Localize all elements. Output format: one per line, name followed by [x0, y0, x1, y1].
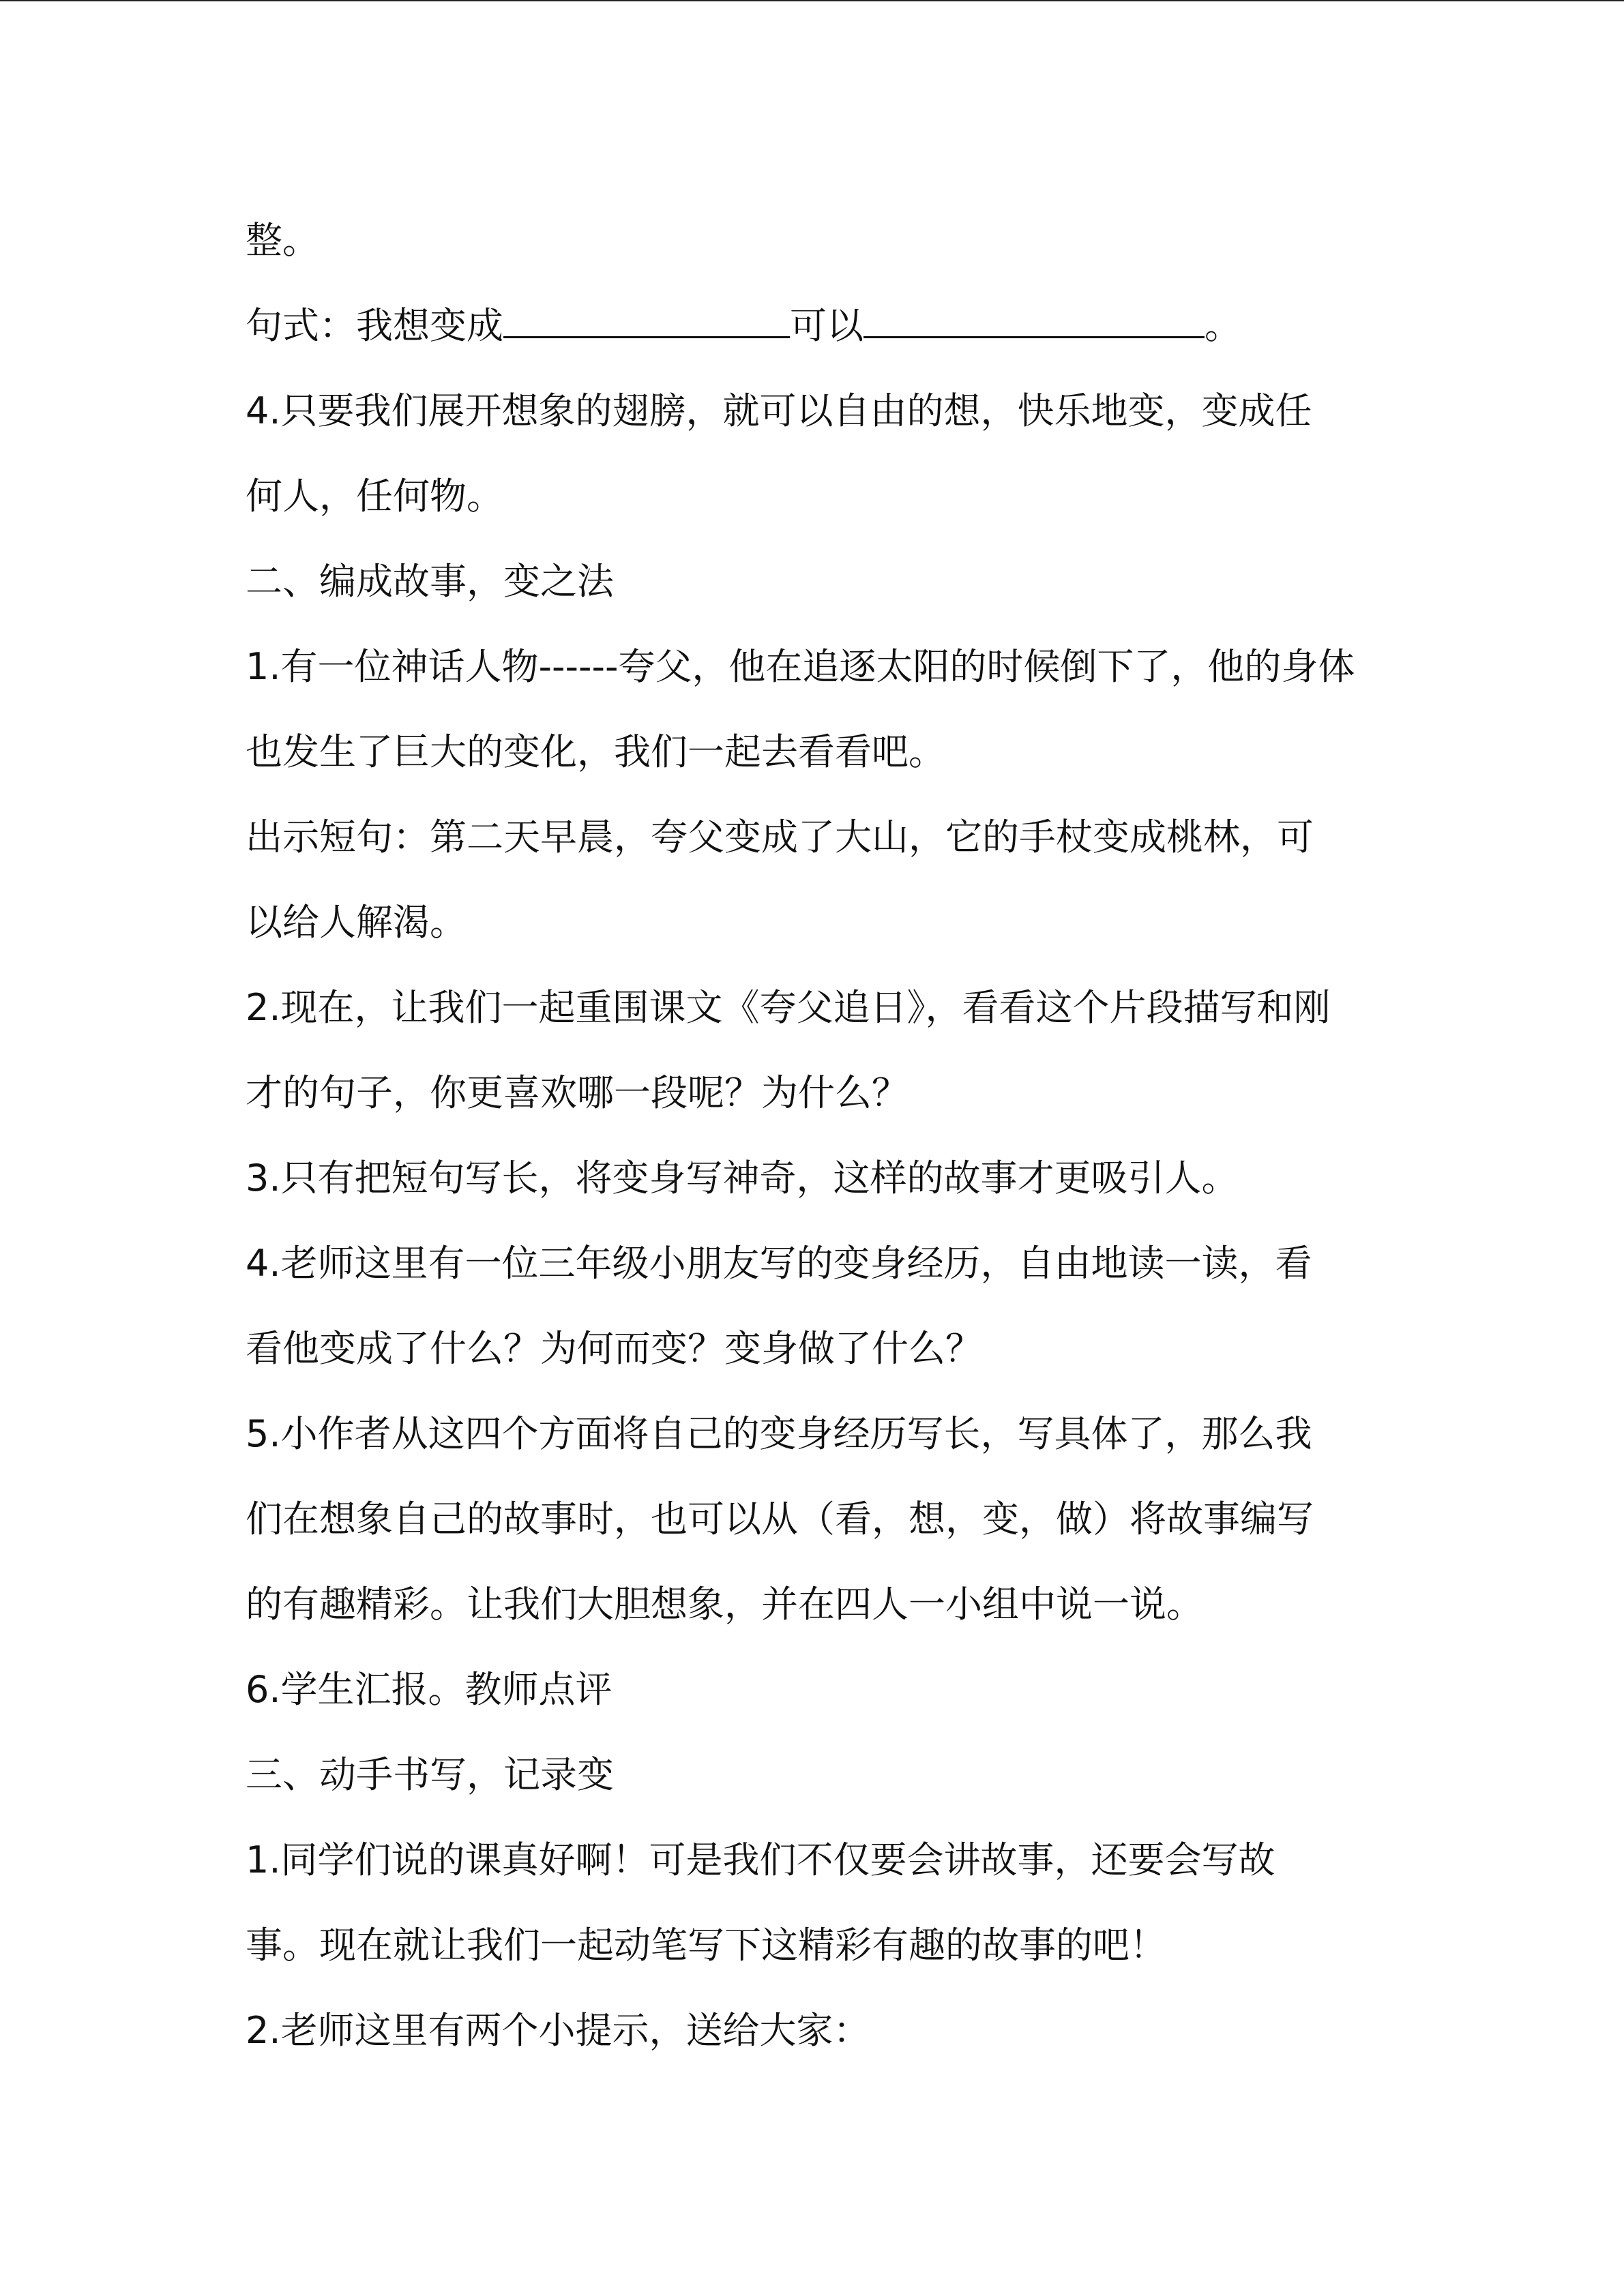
sentence-pattern-prefix: 句式：我想变成: [246, 304, 503, 347]
sentence-pattern-middle: 可以: [790, 304, 863, 347]
text-line: 们在想象自己的故事时，也可以从（看，想，变，做）将故事编写: [246, 1497, 1314, 1540]
text-line: 6.学生汇报。教师点评: [246, 1668, 612, 1711]
text-line: 1.同学们说的课真好啊！可是我们不仅要会讲故事，还要会写故: [246, 1838, 1275, 1881]
text-line: 以给人解渴。: [246, 901, 467, 944]
text-line: 整。: [246, 219, 319, 262]
sentence-pattern-suffix: 。: [1205, 304, 1241, 347]
text-line: 3.只有把短句写长，将变身写神奇，这样的故事才更吸引人。: [246, 1157, 1239, 1199]
text-line: 看他变成了什么？为何而变？变身做了什么？: [246, 1327, 982, 1370]
text-line: 5.小作者从这四个方面将自己的变身经历写长，写具体了，那么我: [246, 1412, 1312, 1455]
section-heading: 二、编成故事，变之法: [246, 560, 614, 603]
text-line: 出示短句：第二天早晨，夸父变成了大山，它的手杖变成桃林，可: [246, 816, 1314, 859]
fill-in-blank-1: [503, 305, 790, 338]
text-line: 才的句子，你更喜欢哪一段呢？为什么？: [246, 1071, 909, 1114]
text-line: 何人，任何物。: [246, 475, 503, 518]
section-heading: 三、动手书写，记录变: [246, 1753, 614, 1796]
text-line: 事。现在就让我们一起动笔写下这精彩有趣的故事的吧！: [246, 1924, 1166, 1967]
text-line: 1.有一位神话人物------夸父，他在追逐太阳的时候倒下了，他的身体: [246, 645, 1355, 688]
text-line: 2.老师这里有两个小提示，送给大家：: [246, 2009, 870, 2052]
sentence-pattern-line: [246, 283, 1391, 368]
fill-in-blank-2: [863, 305, 1205, 338]
text-line: 2.现在，让我们一起重围课文《夸父追日》，看看这个片段描写和刚: [246, 986, 1331, 1029]
text-line: 4.只要我们展开想象的翅膀，就可以自由的想，快乐地变，变成任: [246, 389, 1312, 432]
text-line: 也发生了巨大的变化，我们一起去看看吧。: [246, 730, 945, 773]
document-body: [246, 198, 1391, 2073]
text-line: 4.老师这里有一位三年级小朋友写的变身经历，自由地读一读，看: [246, 1242, 1312, 1285]
text-line: 的有趣精彩。让我们大胆想象，并在四人一小组中说一说。: [246, 1583, 1203, 1626]
